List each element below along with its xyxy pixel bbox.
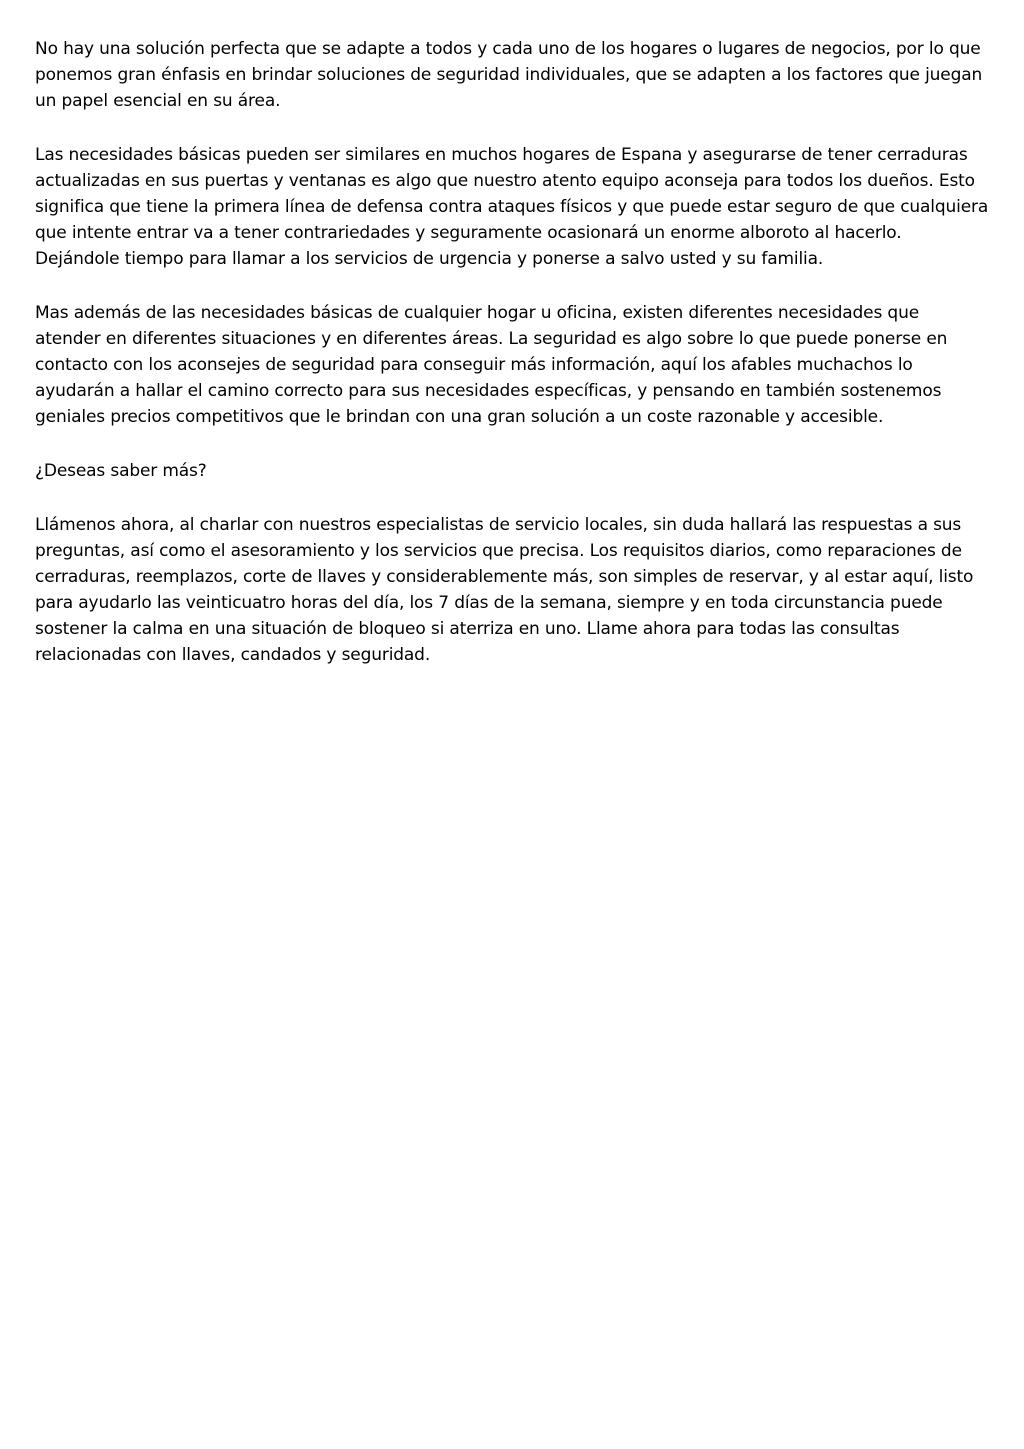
paragraph-specific-needs: Mas además de las necesidades básicas de cualquier hogar u oficina, existen diferentes necesidades que atender en diferentes situaciones y en diferentes áreas. La seguridad es algo sobre lo que puede ponerse en contacto con los aconsejes de seguridad para conseguir más información, aquí los afables muchachos lo ayudarán a hallar el camino correcto para sus necesidades específicas, y pensando en también sostenemos geniales precios competitivos que le brindan con una gran solución a un coste razonable y accesible. [35,303,948,427]
paragraph-basic-needs: Las necesidades básicas pueden ser similares en muchos hogares de Espana y asegurarse de tener cerraduras actualizadas en sus puertas y ventanas es algo que nuestro atento equipo aconseja para todos los dueños. Esto significa que tiene la primera línea de defensa contra ataques físicos y que puede estar seguro de que cualquiera que intente entrar va a tener contrariedades y seguramente ocasionará un enorme alboroto al hacerlo. Dejándole tiempo para llamar a los servicios de urgencia y ponerse a salvo usted y su familia. [35,145,989,269]
paragraph-question: ¿Deseas saber más? [35,461,207,481]
paragraph-contact-call: Llámenos ahora, al charlar con nuestros especialistas de servicio locales, sin duda hallará las respuestas a sus preguntas, así como el asesoramiento y los servicios que precisa. Los requisitos diarios, como reparaciones de cerraduras, reemplazos, corte de llaves y considerablemente más, son simples de reservar, y al estar aquí, listo para ayudarlo las veinticuatro horas del día, los 7 días de la semana, siempre y en toda circunstancia puede sostener la calma en una situación de bloqueo si aterriza en uno. Llame ahora para todas las consultas relacionadas con llaves, candados y seguridad. [35,515,974,665]
paragraph-personalized-solutions: No hay una solución perfecta que se adapte a todos y cada uno de los hogares o lugares de negocios, por lo que ponemos gran énfasis en brindar soluciones de seguridad individuales, que se adapten a los factores que juegan un papel esencial en su área. [35,39,983,111]
